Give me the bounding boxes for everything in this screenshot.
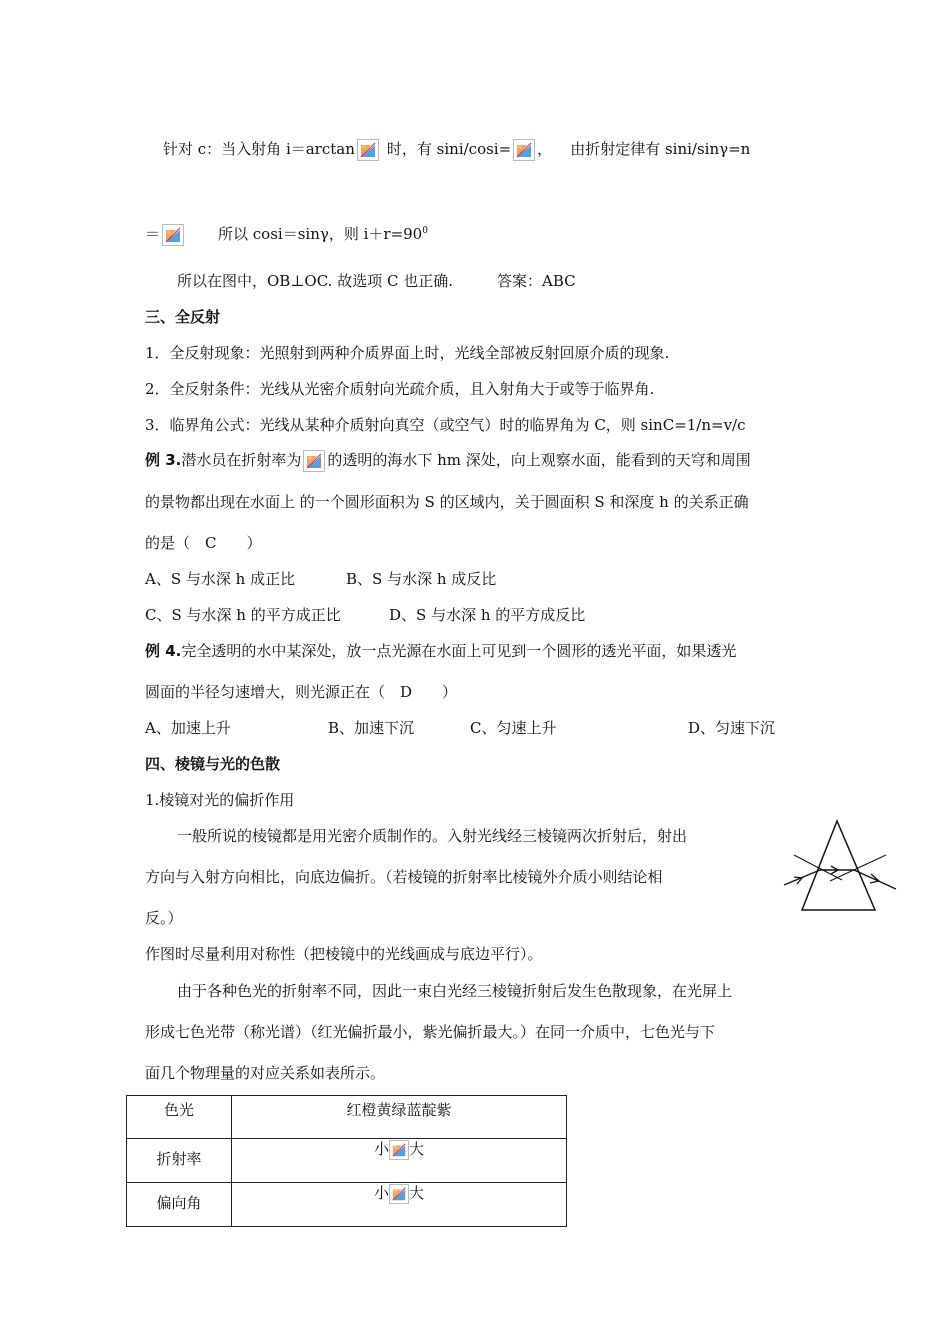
text-segment: ， (537, 140, 553, 158)
example-4-line-1 (145, 641, 736, 661)
example-label: 例 3. (145, 451, 182, 469)
text-line-1 (163, 139, 750, 161)
text-line-2 (145, 221, 428, 246)
example-3-line-3: 的是（ C ） (145, 534, 262, 552)
text-segment: 大 (409, 1184, 425, 1202)
example-4-line-2: 圆面的半径匀速增大，则光源正在（ D ） (145, 683, 458, 701)
formula-image-icon (513, 139, 535, 161)
text-segment: 的透明的海水下 hm 深处，向上观察水面，能看到的天穹和周围 (327, 451, 751, 469)
text-line-3 (177, 271, 576, 291)
formula-image-icon (303, 450, 325, 472)
text-segment: ＝ (145, 225, 161, 243)
formula-image-icon (162, 224, 184, 246)
paragraph-line: 作图时尽量利用对称性（把棱镜中的光线画成与底边平行）。 (145, 945, 543, 963)
table-row (127, 1139, 567, 1183)
table-row (127, 1183, 567, 1227)
example-3-line-2: 的景物都出现在水面上 的一个圆形面积为 S 的区域内，关于圆面积 S 和深度 h 的关系正确 (145, 493, 749, 511)
option-d: D、匀速下沉 (688, 719, 776, 737)
section-title-4: 四、棱镜与光的色散 (145, 755, 281, 773)
text-segment: 大 (409, 1140, 425, 1158)
formula-image-icon (357, 139, 379, 161)
list-item: 1．全反射现象：光照射到两种介质界面上时，光线全部被反射回原介质的现象. (145, 344, 670, 362)
color-light-table (126, 1095, 567, 1227)
text-segment: 针对 c：当入射角 i＝arctan (163, 140, 355, 158)
text-segment: 时，有 sini/cosi= (386, 140, 512, 158)
text-segment: 潜水员在折射率为 (181, 451, 302, 469)
paragraph-line: 方向与入射方向相比，向底边偏折。（若棱镜的折射率比棱镜外介质小则结论相 (145, 868, 663, 886)
superscript: 0 (422, 226, 428, 236)
table-row (127, 1096, 567, 1139)
section-title-3: 三、全反射 (145, 308, 221, 326)
arrow-image-icon (389, 1184, 409, 1204)
emergent-ray (854, 870, 896, 889)
option-b: B、S 与水深 h 成反比 (346, 570, 497, 588)
table-cell-label: 偏向角 (127, 1183, 232, 1227)
table-cell-label: 色光 (127, 1096, 232, 1139)
example-label: 例 4. (145, 642, 182, 660)
paragraph-line: 面几个物理量的对应关系如表所示。 (145, 1064, 386, 1082)
text-segment: 答案：ABC (497, 272, 576, 290)
text-segment: 完全透明的水中某深处，放一点光源在水面上可见到一个圆形的透光平面，如果透光 (181, 642, 737, 660)
paragraph-line: 形成七色光带（称光谱）（红光偏折最小，紫光偏折最大。）在同一介质中，七色光与下 (145, 1023, 716, 1041)
table-cell-value (232, 1139, 567, 1183)
table-cell-value: 红橙黄绿蓝靛紫 (232, 1096, 567, 1139)
option-c: C、S 与水深 h 的平方成正比 (145, 606, 341, 624)
option-d: D、S 与水深 h 的平方成反比 (389, 606, 586, 624)
text-segment: 所以在图中，OB⊥OC. 故选项 C 也正确. (177, 272, 453, 290)
option-a: A、S 与水深 h 成正比 (145, 570, 296, 588)
arrow-image-icon (389, 1140, 409, 1160)
example-3-line-1 (145, 450, 751, 472)
option-c: C、匀速上升 (470, 719, 557, 737)
prism-diagram (780, 815, 900, 915)
text-segment: 小 (373, 1140, 389, 1158)
table-cell-value (232, 1183, 567, 1227)
paragraph-line: 一般所说的棱镜都是用光密介质制作的。入射光线经三棱镜两次折射后，射出 (177, 827, 688, 845)
option-b: B、加速下沉 (328, 719, 415, 737)
text-segment: 所以 cosi＝sinγ，则 i＋r=90 (218, 225, 423, 243)
list-item: 2．全反射条件：光线从光密介质射向光疏介质，且入射角大于或等于临界角. (145, 380, 655, 398)
text-segment: 小 (373, 1184, 389, 1202)
normal-line (830, 855, 886, 881)
paragraph-line: 由于各种色光的折射率不同，因此一束白光经三棱镜折射后发生色散现象，在光屏上 (177, 982, 733, 1000)
option-a: A、加速上升 (145, 719, 231, 737)
subsection-title: 1.棱镜对光的偏折作用 (145, 791, 295, 809)
list-item: 3．临界角公式：光线从某种介质射向真空（或空气）时的临界角为 C，则 sinC=1/n=v/c (145, 416, 746, 434)
text-segment: 由折射定律有 sini/sinγ=n (570, 140, 751, 158)
table-cell-label: 折射率 (127, 1139, 232, 1183)
paragraph-line: 反。） (145, 909, 183, 927)
